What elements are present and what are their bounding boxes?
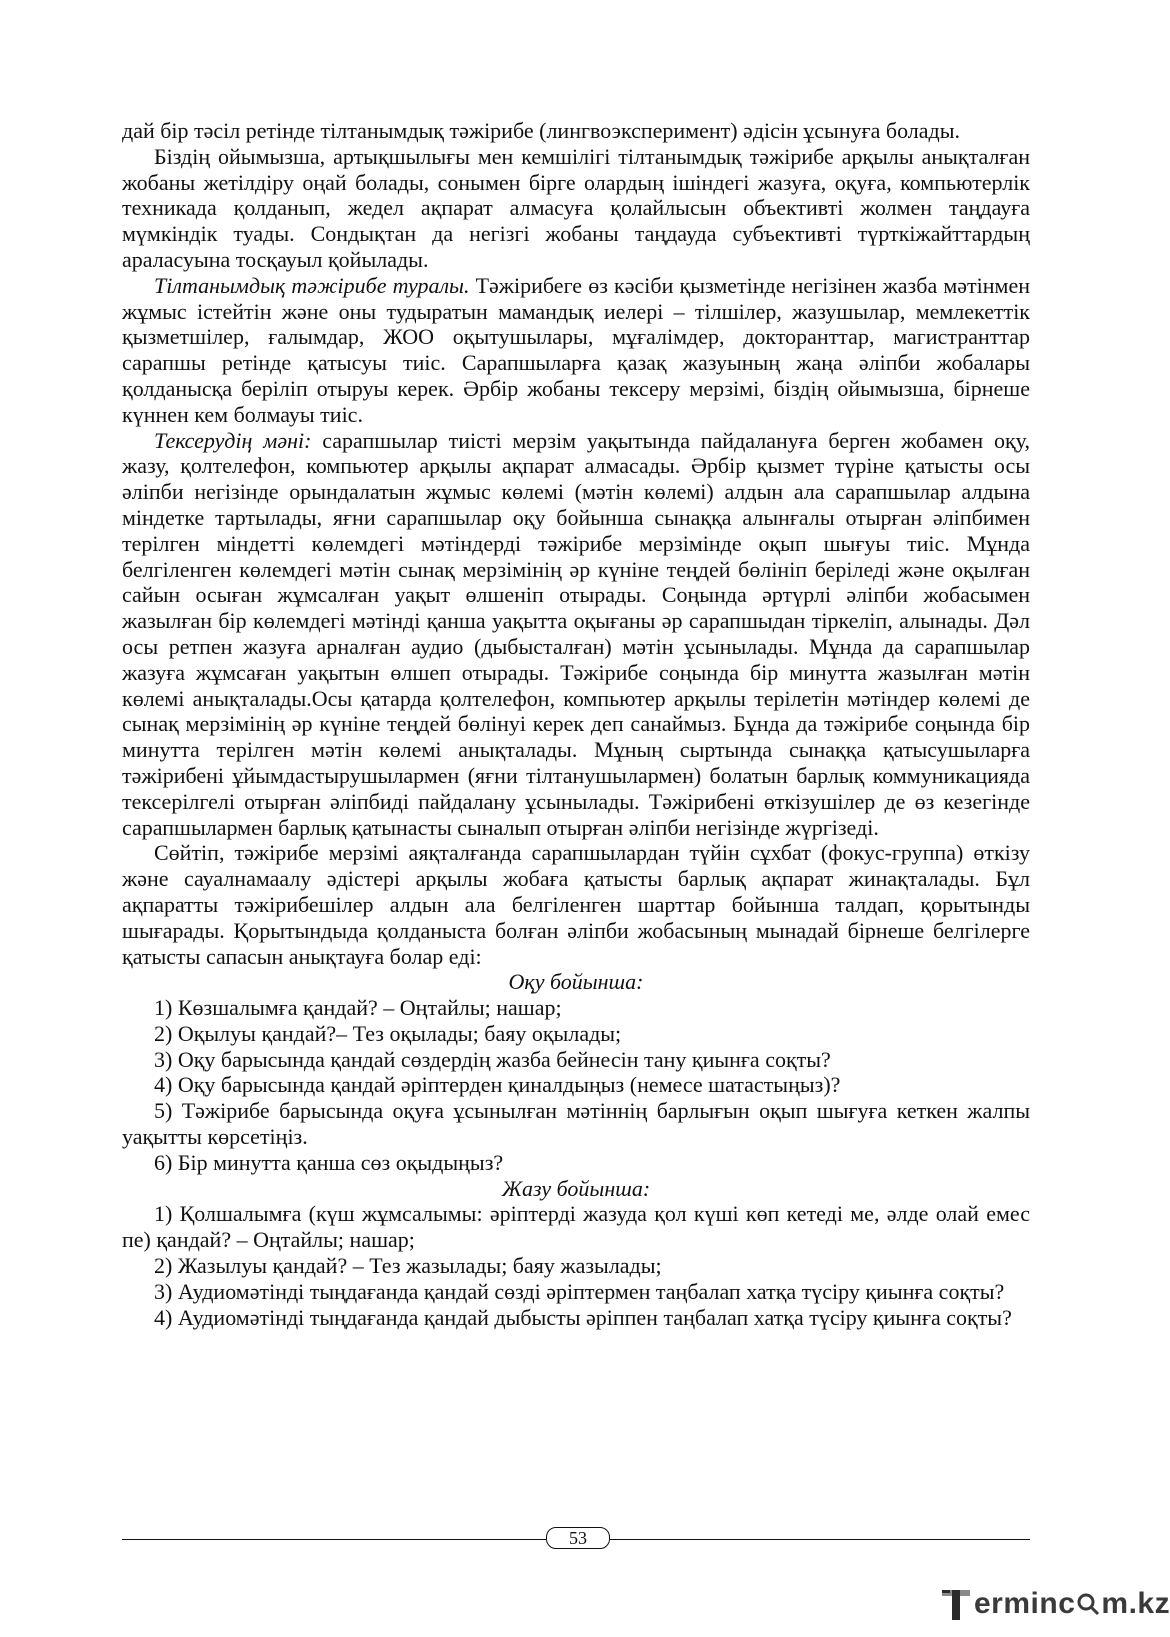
paragraph-body: Тәжірибеге өз кәсіби қызметінде негізінен жазба мәтінмен жұмыс істейтін және оны тудыратын мамандық иелері – тілшілер, жазушылар, мемлекеттік қызметшілер, ғалымдар, ЖОО оқытушылары, мұғалімдер, докторанттар, магистранттар сарапшы ретінде қатысуы тиіс. Сарапшыларға қазақ жазуының жаңа әліпби жобалары қолданысқа беріліп отыруы керек. Әрбір жобаны тексеру мерзімі, біздің ойымызша, бірнеше күннен кем болмауы тиіс. bbox=[122, 272, 1031, 427]
list-item: 5) Тәжірибе барысында оқуға ұсынылған мәтіннің барлығын оқып шығуға кеткен жалпы уақытты көрсетіңіз. bbox=[122, 1098, 1030, 1150]
section-heading-writing: Жазу бойынша: bbox=[501, 1175, 651, 1201]
list-item: 1) Қолшалымға (күш жұмсалымы: әріптерді жазуда қол күші көп кетеді ме, әлде олай емес пе) қандай? – Оңтайлы; нашар; bbox=[122, 1201, 1030, 1253]
paragraph-lead: Тілтанымдық тәжірибе туралы. bbox=[154, 272, 470, 298]
paragraph bbox=[122, 428, 1030, 841]
watermark-text-prefix: erminc bbox=[974, 1587, 1076, 1620]
paragraph bbox=[122, 273, 1030, 428]
section-heading-reading: Оқу бойынша: bbox=[508, 969, 644, 995]
footer-rule-right bbox=[610, 1539, 1030, 1540]
magnifier-icon bbox=[1076, 1592, 1100, 1616]
list-item: 6) Бір минутта қанша сөз оқыдыңыз? bbox=[154, 1149, 504, 1175]
footer-rule-left bbox=[122, 1539, 546, 1540]
list-item: 3) Аудиомәтінді тыңдағанда қандай сөзді әріптермен таңбалап хатқа түсіру қиынға соқты? bbox=[154, 1278, 1005, 1304]
list-item: 1) Көзшалымға қандай? – Оңтайлы; нашар; bbox=[154, 995, 562, 1021]
page-footer bbox=[122, 1525, 1030, 1553]
paragraph: Сөйтіп, тәжірибе мерзімі аяқталғанда сарапшылардан түйін сұхбат (фокус-группа) өткізу және сауалнамаалу әдістері арқылы жобаға қатысты барлық ақпарат жинақталады. Бұл ақпаратты тәжірибешілер алдын ала белгіленген шарттар бойынша талдап, қорытынды шығарады. Қорытындыда қолданыста болған әліпби жобасының мынадай бірнеше белгілерге қатысты сапасын анықтауға болар еді: bbox=[122, 840, 1030, 969]
paragraph-body: сарапшылар тиісті мерзім уақытында пайдалануға берген жобамен оқу, жазу, қолтелефон, компьютер арқылы ақпарат алмасады. Әрбір қызмет түріне қатысты осы әліпби негізінде орындалатын жұмыс көлемі (мәтін көлемі) алдын ала сарапшылар алдына міндетке тартылады, яғни сарапшылар оқу бойынша сынаққа алынғалы отырған әліпбимен терілген міндетті көлемдегі мәтіндерді тәжірибе мерзімінде оқып шығуы тиіс. Мұнда белгіленген көлемдегі мәтін сынақ мерзімінің әр күніне теңдей бөлініп беріледі және оқылған сайын осыған жұмсалған уақыт өлшеніп отырады. Соңында әртүрлі әліпби жобасымен жазылған бір көлемдегі мәтінді қанша уақытта оқығаны әр сарапшыдан тіркеліп, алынады. Дәл осы ретпен жазуға арналған аудио (дыбысталған) мәтін ұсынылады. Мұнда да сарапшылар жазуға жұмсаған уақытын өлшеп отырады. Тәжірибе соңында бір минутта жазылған мәтін көлемі анықталады.Осы қатарда қолтелефон, компьютер арқылы терілетін мәтіндер көлемі де сынақ мерзімінің әр күніне теңдей бөлінуі керек деп санаймыз. Бұнда да тәжірибе соңында бір минутта терілген мәтін көлемі анықталады. Мұның сыртында сынаққа қатысушыларға тәжірибені ұйымдастырушылармен (яғни тілтанушылармен) болатын барлық коммуникацияда тексерілгелі отырған әліпбиді пайдалану ұсынылады. Тәжірибені өткізушілер де өз кезегінде сарапшылармен барлық қатынасты сыналып отырған әліпби негізінде жүргізеді. bbox=[122, 427, 1030, 840]
document-body bbox=[122, 118, 1030, 1330]
paragraph: Біздің ойымызша, артықшылығы мен кемшілігі тілтанымдық тәжірибе арқылы анықталған жобаны жетілдіру оңай болады, сонымен бірге олардың ішіндегі жазуға, оқуға, компьютерлік техникада қолданып, жедел ақпарат алмасуға қолайлысын объективті жолмен таңдауға мүмкіндік туады. Сондықтан да негізгі жобаны таңдауда субъективті түрткіжайттардың араласуына тосқауыл қойылады. bbox=[122, 143, 1030, 272]
page-number: 53 bbox=[546, 1527, 610, 1549]
list-item: 4) Оқу барысында қандай әріптерден қиналдыңыз (немесе шатастыңыз)? bbox=[154, 1072, 841, 1098]
list-item: 3) Оқу барысында қандай сөздердің жазба бейнесін тану қиынға соқты? bbox=[154, 1046, 831, 1072]
watermark-logo bbox=[940, 1586, 1170, 1622]
list-item: 4) Аудиомәтінді тыңдағанда қандай дыбысты әріппен таңбалап хатқа түсіру қиынға соқты? bbox=[154, 1304, 1012, 1330]
paragraph-lead: Тексерудің мәні: bbox=[154, 427, 312, 453]
watermark-text-suffix: m.kz bbox=[1101, 1587, 1170, 1620]
list-item: 2) Оқылуы қандай?– Тез оқылады; баяу оқылады; bbox=[154, 1020, 622, 1046]
t-logo-icon bbox=[940, 1586, 972, 1622]
list-item: 2) Жазылуы қандай? – Тез жазылады; баяу жазылады; bbox=[154, 1253, 662, 1279]
paragraph: дай бір тәсіл ретінде тілтанымдық тәжірибе (лингвоэксперимент) әдісін ұсынуға болады. bbox=[122, 118, 961, 143]
